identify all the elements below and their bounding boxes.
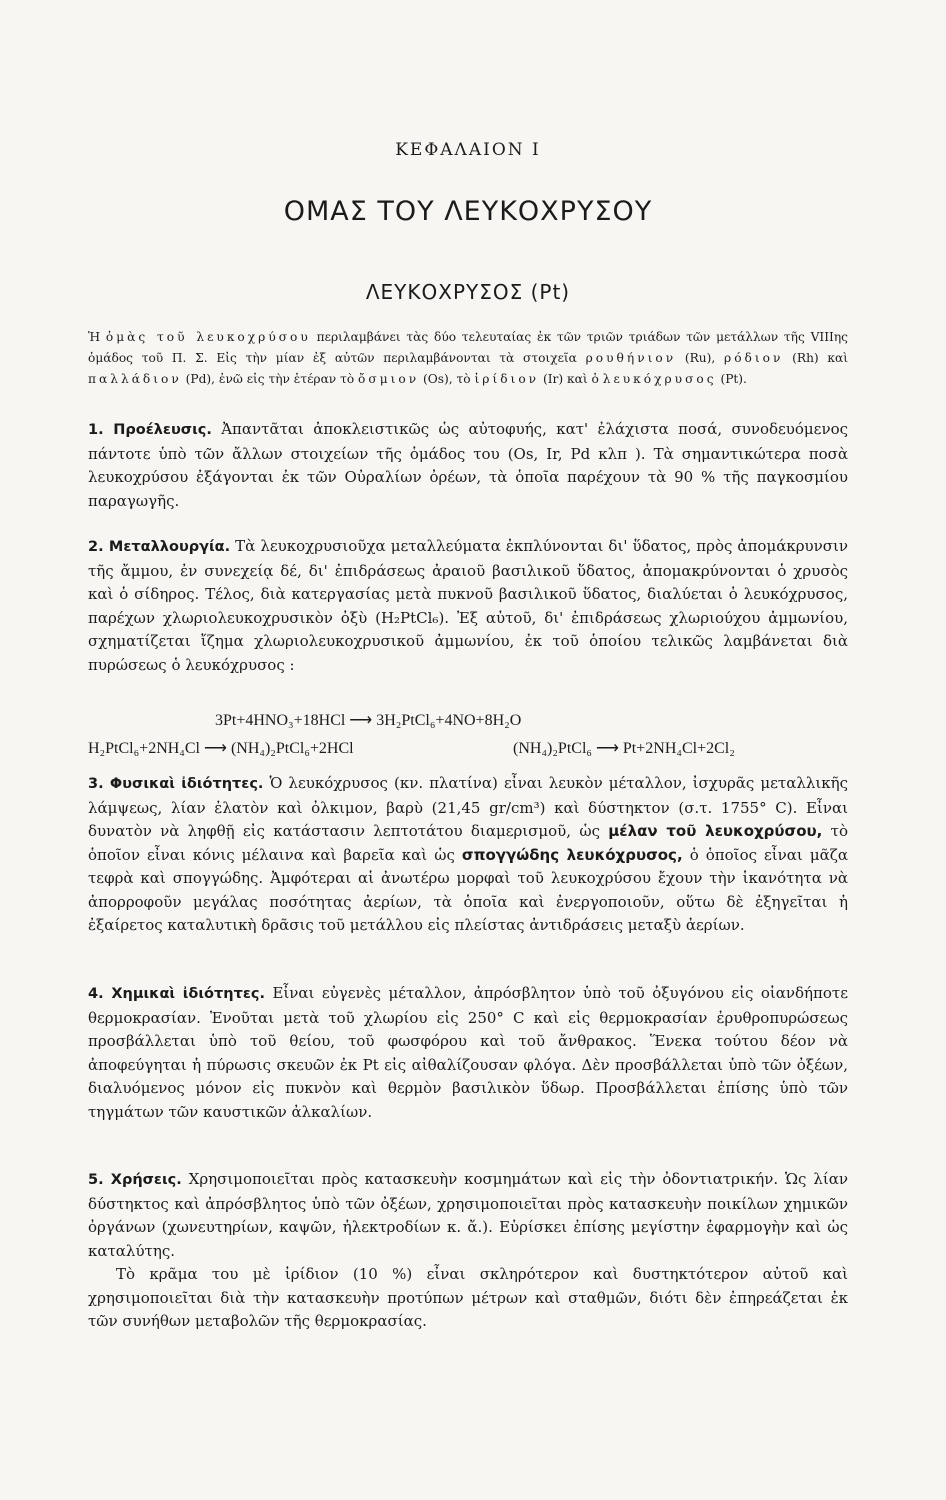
equation-2: H₂PtCl₆+2NH₄Cl ⟶ (NH₄)₂PtCl₆+2HCl [88,740,354,757]
section-provenance [88,418,848,513]
chapter-heading: ΚΕΦΑΛΑΙΟΝ I [395,140,541,160]
term-platinum-black: μέλαν τοῦ λευκοχρύσου, [608,822,823,840]
section-metallurgy [88,535,848,677]
element-title: ΛΕΥΚΟΧΡΥΣΟΣ (Pt) [365,280,571,304]
section-text: Τὰ λευκοχρυσιοῦχα μεταλλεύματα ἐκπλύνονται δι' ὕδατος, πρὸς ἀπομάκρυνσιν τῆς ἄμμου, ἐν συνεχείᾳ δέ, δι' ἐπιδράσεως ἀραιοῦ βασιλικοῦ ὕδατος, ἀπομακρύνονται ὁ χρυσὸς καὶ ὁ σίδηρος. Τέλος, διὰ κατεργασίας μετὰ πυκνοῦ βασιλικοῦ ὕδατος, διαλύεται ὁ λευκόχρυσος, παρέχων χλωριολευκοχρυσικὸν ὀξὺ (H₂PtCl₆). Ἐξ αὐτοῦ, δι' ἐπιδράσεως χλωριούχου ἀμμωνίου, σχηματίζεται ἴζημα χλωριολευκοχρυσικοῦ ἀμμωνίου, ἐκ τοῦ ὁποίου τελικῶς λαμβάνεται διὰ πυρώσεως ὁ λευκόχρυσος : [88,537,849,674]
uses-paragraph-2: Τὸ κρᾶμα του μὲ ἰρίδιον (10 %) εἶναι σκληρότερον καὶ δυστηκτότερον αὐτοῦ καὶ χρησιμοποιεῖται διὰ τὴν κατασκευὴν προτύπων μέτρων καὶ σταθμῶν, διότι δὲν ἐπηρεάζεται ἐκ τῶν συνήθων μεταβολῶν τῆς θερμοκρασίας. [88,1265,848,1330]
section-heading: 4. Χημικαὶ ἰδιότητες. [88,986,265,1002]
section-heading: 2. Μεταλλουργία. [88,539,231,555]
section-uses [88,1168,848,1334]
section-heading: 5. Χρήσεις. [88,1172,182,1188]
book-page [88,0,848,1500]
section-heading: 1. Προέλευσις. [88,422,212,438]
group-title: ΟΜΑΣ ΤΟΥ ΛΕΥΚΟΧΡΥΣΟΥ [283,196,653,227]
section-text: Εἶναι εὐγενὲς μέταλλον, ἀπρόσβλητον ὑπὸ τοῦ ὀξυγόνου εἰς οἱανδήποτε θερμοκρασίαν. Ἑνοῦται μετὰ τοῦ χλωρίου εἰς 250° C καὶ εἰς θερμοκρασίαν ἐρυθροπυρώσεως προσβάλλεται ὑπὸ τοῦ θείου, τοῦ φωσφόρου καὶ τοῦ ἄνθρακος. Ἕνεκα τούτου δέον νὰ ἀποφεύγηται ἡ πύρωσις σκευῶν ἐκ Pt εἰς αἰθαλίζουσαν φλόγα. Δὲν προσβάλλεται ὑπὸ τῶν ὀξέων, διαλυόμενος μόνον εἰς πυκνὸν καὶ θερμὸν βασιλικὸν ὕδωρ. Προσβάλλεται ἐπίσης ὑπὸ τῶν τηγμάτων τῶν καυστικῶν ἀλκαλίων. [88,984,848,1121]
section-heading: 3. Φυσικαὶ ἰδιότητες. [88,776,264,792]
section-text: Ἀπαντᾶται ἀποκλειστικῶς ὡς αὐτοφυής, κατ' ἐλάχιστα ποσά, συνοδευόμενος πάντοτε ὑπὸ τῶν ἄλλων στοιχείων τῆς ὁμάδος του (Os, Ir, Pd κλπ ). Τὰ σημαντικώτερα ποσὰ λευκοχρύσου ἐξάγονται ἐκ τῶν Οὐραλίων ὀρέων, τὰ ὁποῖα παρέχουν τὰ 90 % τῆς παγκοσμίου παραγωγῆς. [88,420,848,510]
intro-paragraph: Ἡ ὁμὰς τοῦ λευκοχρύσου περιλαμβάνει τὰς δύο τελευταίας ἐκ τῶν τριῶν τριάδων τῶν μετάλλων τῆς VIIIης ὁμάδος τοῦ Π. Σ. Εἰς τὴν μίαν ἐξ αὐτῶν περιλαμβάνονται τὰ στοιχεῖα ρουθήνιον (Ru), ρόδιον (Rh) καὶ παλλάδιον (Pd), ἐνῶ εἰς τὴν ἑτέραν τὸ ὄσμιον (Os), τὸ ἰρίδιον (Ir) καὶ ὁ λευκόχρυσος (Pt). [88,330,849,386]
section-text: Χρησιμοποιεῖται πρὸς κατασκευὴν κοσμημάτων καὶ εἰς τὴν ὀδοντιατρικήν. Ὡς λίαν δύστηκτος καὶ ἀπρόσβλητος ὑπὸ τῶν ὀξέων, χρησιμοποιεῖται πρὸς κατασκευὴν ποικίλων χημικῶν ὀργάνων (χωνευτηρίων, καψῶν, ἠλεκτροδίων κ. ἄ.). Εὑρίσκει ἐπίσης μεγίστην ἐφαρμογὴν καὶ ὡς καταλύτης. [88,1170,848,1260]
section-chemical-properties [88,982,848,1124]
term-spongy-platinum: σπογγώδης λευκόχρυσος, [461,845,683,864]
equation-3: (NH₄)₂PtCl₆ ⟶ Pt+2NH₄Cl+2Cl₂ [513,740,735,757]
section-physical-properties: 3. Φυσικαὶ ἰδιότητες. Ὁ λευκόχρυσος (κν. πλατίνα) εἶναι λευκὸν μέταλλον, ἰσχυρᾶς μεταλλικῆς λάμψεως, λίαν ἐλατὸν καὶ ὀλκιμον, βαρὺ (21,45 gr/cm³) καὶ δύστηκτον (σ.τ. 1755° C). Εἶναι δυνατὸν νὰ ληφθῇ εἰς κατάστασιν λεπτοτάτου διαμερισμοῦ, ὡς μέλαν τοῦ λευκοχρύσου, τὸ ὁποῖον εἶναι κόνις μέλαινα καὶ βαρεῖα καὶ ὡς σπογγώδης λευκόχρυσος, ὁ ὁποῖος εἶναι μᾶζα τεφρὰ καὶ σπογγώδης. Ἀμφότεραι αἱ ἀνωτέρω μορφαὶ τοῦ λευκοχρύσου ἔχουν τὴν ἱκανότητα νὰ ἀπορροφοῦν μεγάλας ποσότητας ἀερίων, τὰ ὁποῖα καὶ ἐνεργοποιοῦν, οὕτω δὲ ἐξηγεῖται ἡ ἐξαίρετος καταλυτικὴ δρᾶσις τοῦ μετάλλου εἰς πλείστας ἀντιδράσεις μεταξὺ ἀερίων. [88,774,848,934]
equation-1: 3Pt+4HNO₃+18HCl ⟶ 3H₂PtCl₆+4NO+8H₂O [215,712,522,729]
